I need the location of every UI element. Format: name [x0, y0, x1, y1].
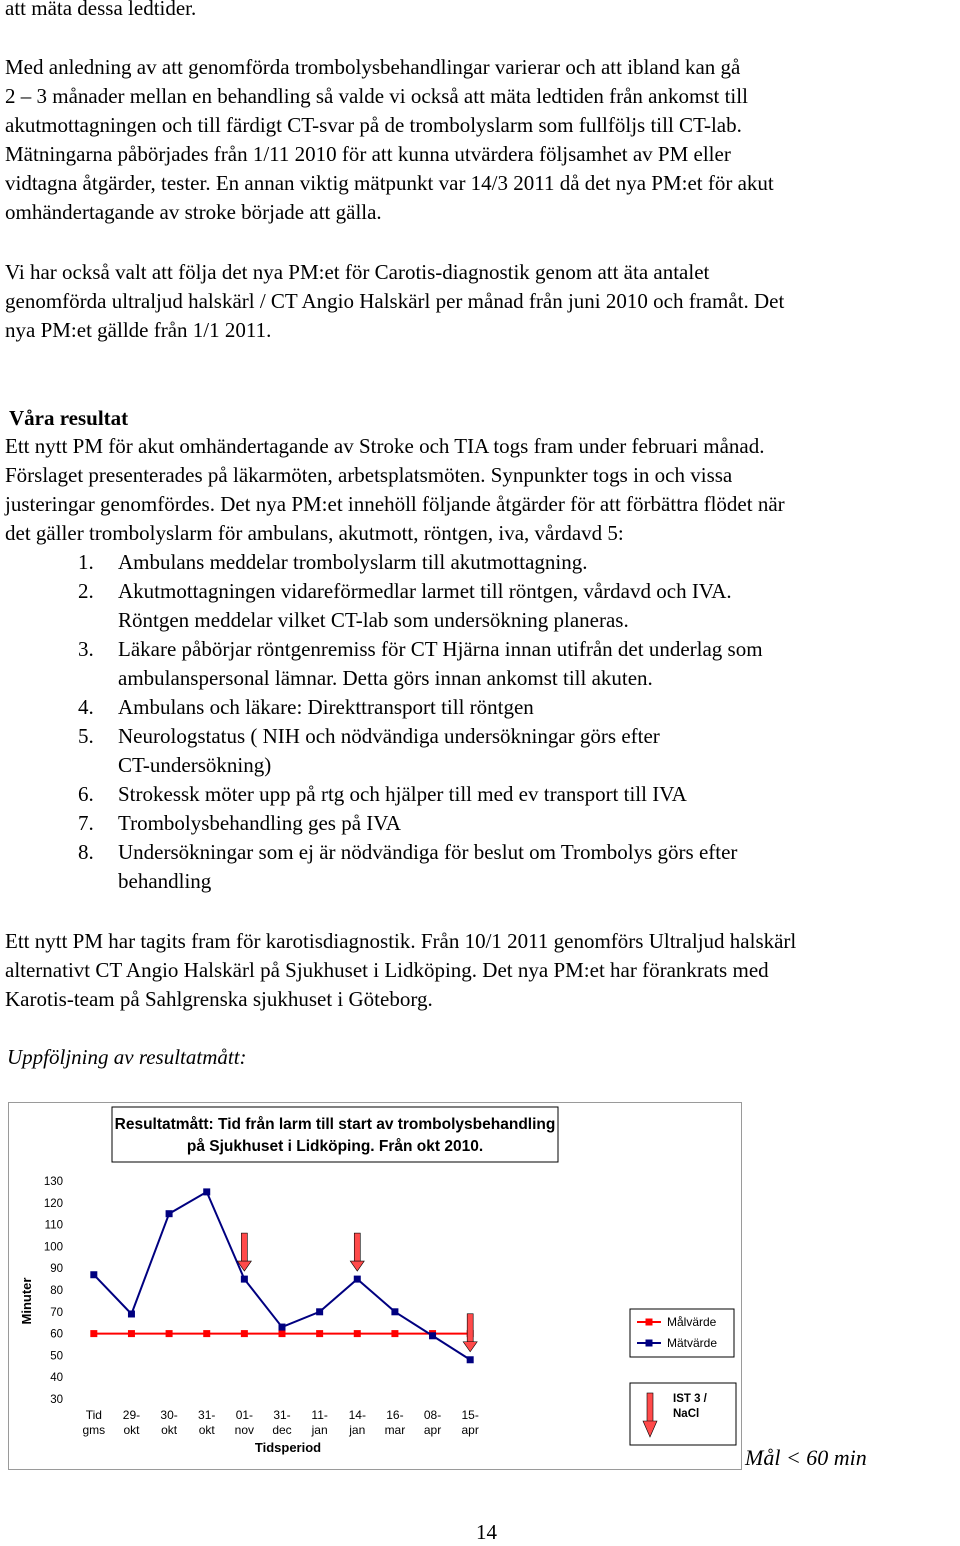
chart-figure [8, 1102, 742, 1470]
list-item-text: Röntgen meddelar vilket CT-lab som undersökning planeras. [118, 608, 629, 632]
x-tick-label: 31- [198, 1408, 216, 1422]
paragraph-line: Vi har också valt att följa det nya PM:et för Carotis-diagnostik genom att äta antalet [5, 260, 710, 284]
x-tick-label: gms [82, 1423, 106, 1437]
y-tick-label: 50 [50, 1350, 63, 1363]
paragraph-line: 2 – 3 månader mellan en behandling så valde vi också att mäta ledtiden från ankomst till [5, 84, 748, 108]
data-point [279, 1330, 286, 1337]
data-point [467, 1356, 474, 1363]
data-point [279, 1324, 286, 1331]
x-tick-label: okt [198, 1423, 215, 1437]
chart-title: Resultatmått: Tid från larm till start av trombolysbehandling [114, 1116, 556, 1133]
x-tick-label: jan [349, 1423, 366, 1437]
data-point [166, 1210, 173, 1217]
x-tick-label: 30- [160, 1408, 178, 1422]
arrow-marker-head [350, 1261, 364, 1271]
paragraph-line: Mätningarna påbörjades från 1/11 2010 för att kunna utvärdera följsamhet av PM eller [5, 142, 731, 166]
legend-swatch-marker [646, 1340, 653, 1347]
y-tick-label: 120 [43, 1197, 63, 1210]
data-point [203, 1188, 210, 1195]
paragraph-line: Ett nytt PM har tagits fram för karotisdiagnostik. Från 10/1 2011 genomförs Ultraljud halskärl [5, 929, 797, 953]
list-item-text: Neurologstatus ( NIH och nödvändiga undersökningar görs efter [118, 724, 660, 748]
paragraph-line: omhändertagande av stroke började att gälla. [5, 200, 382, 224]
data-point [166, 1330, 173, 1337]
data-point [316, 1308, 323, 1315]
arrow-legend-label: IST 3 / [673, 1393, 707, 1405]
list-item-text: Ambulans meddelar trombolyslarm till akutmottagning. [118, 550, 588, 574]
list-item-number: 2. [78, 579, 94, 603]
paragraph-line: Förslaget presenterades på läkarmöten, arbetsplatsmöten. Synpunkter togs in och vissa [5, 463, 733, 487]
paragraph-line: akutmottagningen och till färdigt CT-svar på de trombolyslarm som fullföljs till CT-lab. [5, 113, 742, 137]
list-item-text: Undersökningar som ej är nödvändiga för beslut om Trombolys görs efter [118, 840, 738, 864]
x-tick-label: apr [461, 1423, 479, 1437]
list-item-number: 3. [78, 637, 94, 661]
data-point [90, 1271, 97, 1278]
section-heading: Våra resultat [9, 406, 129, 430]
x-tick-label: okt [123, 1423, 140, 1437]
data-point [241, 1276, 248, 1283]
chart-svg [9, 1103, 741, 1469]
paragraph-line: det gäller trombolyslarm för ambulans, akutmott, röntgen, iva, vårdavd 5: [5, 521, 624, 545]
data-point [241, 1330, 248, 1337]
goal-caption: Mål < 60 min [745, 1445, 867, 1470]
legend-swatch-marker [646, 1319, 653, 1326]
x-tick-label: 01- [235, 1408, 254, 1422]
x-tick-label: apr [423, 1423, 442, 1437]
y-tick-label: 60 [50, 1328, 63, 1341]
list-item-number: 4. [78, 695, 94, 719]
list-item-text: behandling [118, 869, 212, 893]
list-item-text: CT-undersökning) [118, 753, 272, 777]
chart-title: på Sjukhuset i Lidköping. Från okt 2010. [186, 1138, 484, 1155]
y-tick-label: 100 [43, 1241, 63, 1254]
arrow-marker-head [463, 1342, 477, 1352]
x-tick-label: 16- [386, 1408, 404, 1422]
legend-label: Målvärde [667, 1315, 717, 1329]
x-tick-label: dec [272, 1423, 292, 1437]
list-item-text: Läkare påbörjar röntgenremiss för CT Hjärna innan utifrån det underlag som [118, 637, 763, 661]
page-number: 14 [476, 1520, 497, 1544]
arrow-marker [241, 1233, 247, 1263]
list-item-text: Trombolysbehandling ges på IVA [118, 811, 401, 835]
paragraph-line: nya PM:et gällde från 1/1 2011. [5, 318, 272, 342]
x-tick-label: 29- [122, 1408, 141, 1422]
y-tick-label: 30 [50, 1394, 63, 1406]
legend-label: Mätvärde [667, 1336, 718, 1350]
data-point [391, 1330, 398, 1337]
data-point [316, 1330, 323, 1337]
data-point [354, 1330, 361, 1337]
list-item-text: Strokessk möter upp på rtg och hjälper till med ev transport till IVA [118, 782, 687, 806]
paragraph-line: vidtagna åtgärder, tester. En annan viktig mätpunkt var 14/3 2011 då det nya PM:et för akut [5, 171, 774, 195]
list-item-number: 8. [78, 840, 94, 864]
x-tick-label: 31- [273, 1408, 291, 1422]
arrow-marker [354, 1233, 360, 1263]
paragraph-line: Karotis-team på Sahlgrenska sjukhuset i Göteborg. [5, 987, 433, 1011]
list-item-number: 6. [78, 782, 94, 806]
y-axis-label: Minuter [19, 1277, 34, 1325]
x-tick-label: 08- [423, 1408, 442, 1422]
list-item-number: 1. [78, 550, 94, 574]
x-axis-label: Tidsperiod [254, 1440, 322, 1455]
x-tick-label: 15- [461, 1408, 479, 1422]
x-tick-label: 11- [311, 1408, 328, 1422]
y-tick-label: 70 [50, 1306, 63, 1319]
data-point [429, 1332, 436, 1339]
data-point [128, 1330, 135, 1337]
x-tick-label: okt [161, 1423, 178, 1437]
data-point [90, 1330, 97, 1337]
y-tick-label: 110 [44, 1219, 63, 1232]
y-tick-label: 90 [50, 1263, 63, 1276]
data-point [128, 1310, 135, 1317]
paragraph-line: att mäta dessa ledtider. [5, 0, 197, 20]
data-point [203, 1330, 210, 1337]
arrow-legend-label: NaCl [673, 1408, 700, 1420]
y-tick-label: 80 [50, 1285, 63, 1297]
x-tick-label: Tid [85, 1408, 102, 1422]
y-tick-label: 130 [43, 1176, 63, 1188]
paragraph-line: Ett nytt PM för akut omhändertagande av Stroke och TIA togs fram under februari månad. [5, 434, 765, 458]
arrow-legend-icon [647, 1393, 653, 1423]
x-tick-label: mar [384, 1423, 406, 1437]
list-item-text: Akutmottagningen vidareförmedlar larmet till röntgen, vårdavd och IVA. [118, 579, 732, 603]
paragraph-line: justeringar genomfördes. Det nya PM:et innehöll följande åtgärder för att förbättra flödet när [5, 492, 785, 516]
paragraph-line: alternativt CT Angio Halskärl på Sjukhuset i Lidköping. Det nya PM:et har förankrats med [5, 958, 769, 982]
x-tick-label: jan [311, 1423, 328, 1437]
list-item-number: 5. [78, 724, 94, 748]
x-tick-label: nov [234, 1423, 255, 1437]
data-point [354, 1276, 361, 1283]
paragraph-line: genomförda ultraljud halskärl / CT Angio Halskärl per månad från juni 2010 och framåt. Det [5, 289, 785, 313]
arrow-marker [467, 1314, 473, 1344]
y-tick-label: 40 [50, 1372, 63, 1385]
data-point [391, 1308, 398, 1315]
x-tick-label: 14- [348, 1408, 366, 1422]
list-item-text: ambulanspersonal lämnar. Detta görs innan ankomst till akuten. [118, 666, 653, 690]
followup-heading: Uppföljning av resultatmått: [7, 1045, 247, 1069]
paragraph-line: Med anledning av att genomförda trombolysbehandlingar varierar och att ibland kan gå [5, 55, 741, 79]
list-item-number: 7. [78, 811, 94, 835]
list-item-text: Ambulans och läkare: Direkttransport till röntgen [118, 695, 534, 719]
